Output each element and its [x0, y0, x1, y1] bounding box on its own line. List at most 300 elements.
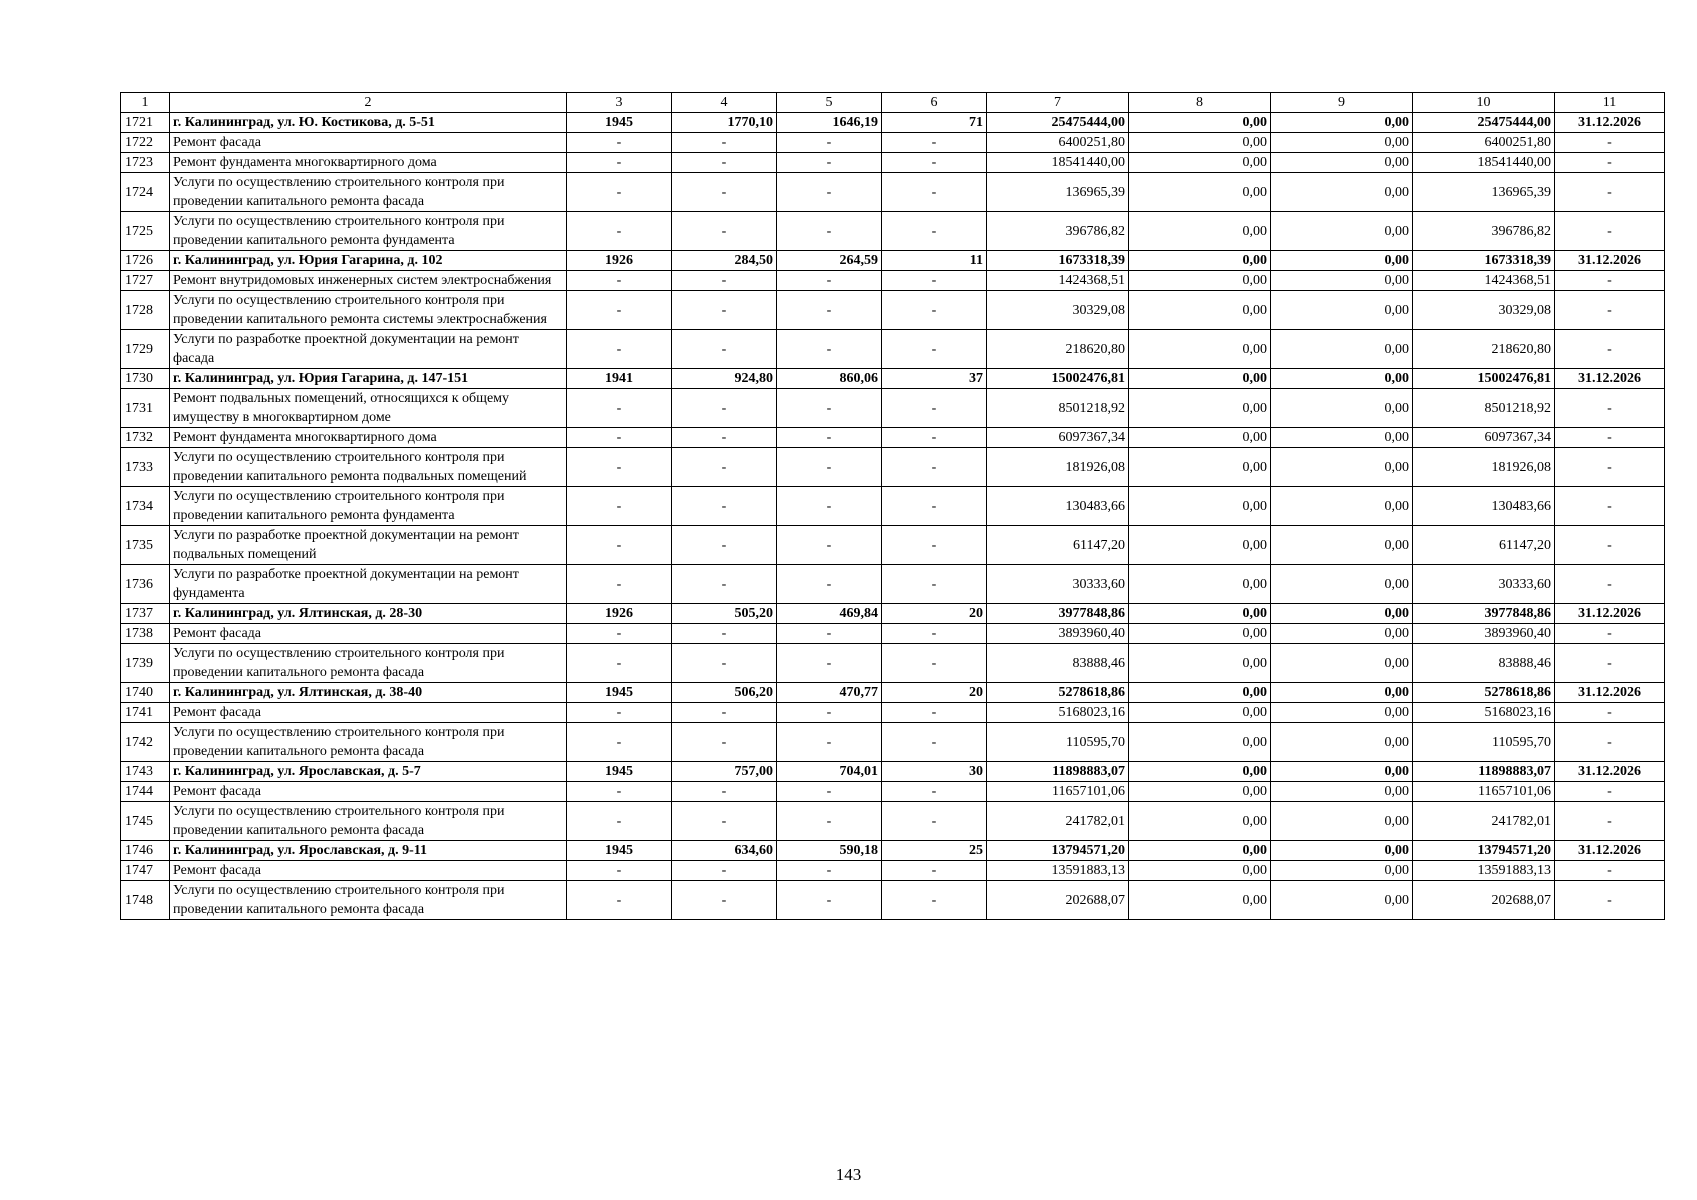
fund-cost-a-cell: 0,00 — [1129, 330, 1271, 369]
total-cost-cell: 11657101,06 — [987, 782, 1129, 802]
completion-date-cell: - — [1555, 271, 1665, 291]
item-name-cell: Услуги по осуществлению строительного контроля при проведении капитального ремонта системы электроснабжения — [170, 291, 567, 330]
year-built-cell: 1945 — [567, 762, 672, 782]
residents-cell: - — [882, 389, 987, 428]
fund-cost-a-cell: 0,00 — [1129, 802, 1271, 841]
fund-cost-a-cell: 0,00 — [1129, 644, 1271, 683]
fund-cost-a-cell: 0,00 — [1129, 153, 1271, 173]
fund-cost-b-cell: 0,00 — [1271, 291, 1413, 330]
year-built-cell: - — [567, 802, 672, 841]
fund-cost-a-cell: 0,00 — [1129, 604, 1271, 624]
residents-cell: 30 — [882, 762, 987, 782]
living-area-cell: - — [777, 448, 882, 487]
row-number-cell: 1722 — [121, 133, 170, 153]
total-cost-cell: 25475444,00 — [987, 113, 1129, 133]
residents-cell: - — [882, 802, 987, 841]
total-area-cell: 1770,10 — [672, 113, 777, 133]
row-number-cell: 1735 — [121, 526, 170, 565]
residents-cell: - — [882, 881, 987, 920]
work-row — [121, 723, 1665, 762]
owner-fund-cost-cell: 3893960,40 — [1413, 624, 1555, 644]
living-area-cell: 1646,19 — [777, 113, 882, 133]
owner-fund-cost-cell: 83888,46 — [1413, 644, 1555, 683]
address-row — [121, 113, 1665, 133]
total-area-cell: - — [672, 861, 777, 881]
residents-cell: - — [882, 448, 987, 487]
work-row — [121, 428, 1665, 448]
owner-fund-cost-cell: 13591883,13 — [1413, 861, 1555, 881]
item-name-cell: г. Калининград, ул. Ярославская, д. 5-7 — [170, 762, 567, 782]
year-built-cell: - — [567, 428, 672, 448]
item-name-cell: Ремонт фасада — [170, 133, 567, 153]
fund-cost-b-cell: 0,00 — [1271, 173, 1413, 212]
header-cell-2: 2 — [170, 93, 567, 113]
year-built-cell: - — [567, 644, 672, 683]
fund-cost-a-cell: 0,00 — [1129, 565, 1271, 604]
completion-date-cell: - — [1555, 173, 1665, 212]
residents-cell: - — [882, 861, 987, 881]
completion-date-cell: - — [1555, 644, 1665, 683]
total-cost-cell: 1673318,39 — [987, 251, 1129, 271]
row-number-cell: 1727 — [121, 271, 170, 291]
year-built-cell: 1945 — [567, 113, 672, 133]
total-area-cell: 634,60 — [672, 841, 777, 861]
total-cost-cell: 136965,39 — [987, 173, 1129, 212]
completion-date-cell: - — [1555, 487, 1665, 526]
fund-cost-b-cell: 0,00 — [1271, 762, 1413, 782]
owner-fund-cost-cell: 5278618,86 — [1413, 683, 1555, 703]
header-cell-1: 1 — [121, 93, 170, 113]
total-area-cell: - — [672, 644, 777, 683]
owner-fund-cost-cell: 136965,39 — [1413, 173, 1555, 212]
fund-cost-b-cell: 0,00 — [1271, 251, 1413, 271]
total-area-cell: - — [672, 565, 777, 604]
owner-fund-cost-cell: 25475444,00 — [1413, 113, 1555, 133]
fund-cost-b-cell: 0,00 — [1271, 802, 1413, 841]
item-name-cell: Ремонт внутридомовых инженерных систем электроснабжения — [170, 271, 567, 291]
item-name-cell: Услуги по разработке проектной документации на ремонт фундамента — [170, 565, 567, 604]
owner-fund-cost-cell: 130483,66 — [1413, 487, 1555, 526]
header-cell-3: 3 — [567, 93, 672, 113]
fund-cost-a-cell: 0,00 — [1129, 291, 1271, 330]
work-row — [121, 861, 1665, 881]
residents-cell: - — [882, 782, 987, 802]
living-area-cell: - — [777, 389, 882, 428]
fund-cost-a-cell: 0,00 — [1129, 762, 1271, 782]
item-name-cell: Ремонт фасада — [170, 861, 567, 881]
row-number-cell: 1729 — [121, 330, 170, 369]
fund-cost-b-cell: 0,00 — [1271, 369, 1413, 389]
total-area-cell: - — [672, 153, 777, 173]
row-number-cell: 1730 — [121, 369, 170, 389]
item-name-cell: Ремонт фасада — [170, 782, 567, 802]
item-name-cell: Ремонт фасада — [170, 624, 567, 644]
living-area-cell: 470,77 — [777, 683, 882, 703]
item-name-cell: Ремонт фундамента многоквартирного дома — [170, 428, 567, 448]
fund-cost-b-cell: 0,00 — [1271, 723, 1413, 762]
work-row — [121, 802, 1665, 841]
residents-cell: 37 — [882, 369, 987, 389]
row-number-cell: 1737 — [121, 604, 170, 624]
fund-cost-b-cell: 0,00 — [1271, 389, 1413, 428]
year-built-cell: - — [567, 723, 672, 762]
address-row — [121, 683, 1665, 703]
residents-cell: - — [882, 173, 987, 212]
year-built-cell: - — [567, 703, 672, 723]
completion-date-cell: - — [1555, 330, 1665, 369]
row-number-cell: 1724 — [121, 173, 170, 212]
total-cost-cell: 5168023,16 — [987, 703, 1129, 723]
living-area-cell: - — [777, 703, 882, 723]
residents-cell: 11 — [882, 251, 987, 271]
owner-fund-cost-cell: 6097367,34 — [1413, 428, 1555, 448]
item-name-cell: Ремонт фундамента многоквартирного дома — [170, 153, 567, 173]
table-body — [121, 113, 1665, 920]
living-area-cell: - — [777, 487, 882, 526]
fund-cost-b-cell: 0,00 — [1271, 212, 1413, 251]
year-built-cell: - — [567, 526, 672, 565]
completion-date-cell: 31.12.2026 — [1555, 113, 1665, 133]
work-row — [121, 173, 1665, 212]
completion-date-cell: - — [1555, 212, 1665, 251]
fund-cost-a-cell: 0,00 — [1129, 133, 1271, 153]
total-area-cell: 506,20 — [672, 683, 777, 703]
total-cost-cell: 83888,46 — [987, 644, 1129, 683]
year-built-cell: - — [567, 487, 672, 526]
fund-cost-b-cell: 0,00 — [1271, 487, 1413, 526]
row-number-cell: 1740 — [121, 683, 170, 703]
total-cost-cell: 3893960,40 — [987, 624, 1129, 644]
living-area-cell: 590,18 — [777, 841, 882, 861]
residents-cell: - — [882, 723, 987, 762]
fund-cost-a-cell: 0,00 — [1129, 271, 1271, 291]
completion-date-cell: 31.12.2026 — [1555, 683, 1665, 703]
completion-date-cell: - — [1555, 133, 1665, 153]
row-number-cell: 1731 — [121, 389, 170, 428]
works-table — [120, 92, 1665, 920]
fund-cost-b-cell: 0,00 — [1271, 644, 1413, 683]
row-number-cell: 1726 — [121, 251, 170, 271]
completion-date-cell: - — [1555, 802, 1665, 841]
year-built-cell: - — [567, 291, 672, 330]
owner-fund-cost-cell: 8501218,92 — [1413, 389, 1555, 428]
total-cost-cell: 6400251,80 — [987, 133, 1129, 153]
fund-cost-a-cell: 0,00 — [1129, 428, 1271, 448]
fund-cost-b-cell: 0,00 — [1271, 604, 1413, 624]
row-number-cell: 1741 — [121, 703, 170, 723]
owner-fund-cost-cell: 11657101,06 — [1413, 782, 1555, 802]
fund-cost-b-cell: 0,00 — [1271, 782, 1413, 802]
completion-date-cell: - — [1555, 624, 1665, 644]
total-cost-cell: 3977848,86 — [987, 604, 1129, 624]
row-number-cell: 1748 — [121, 881, 170, 920]
living-area-cell: - — [777, 330, 882, 369]
fund-cost-b-cell: 0,00 — [1271, 881, 1413, 920]
owner-fund-cost-cell: 1673318,39 — [1413, 251, 1555, 271]
total-area-cell: - — [672, 271, 777, 291]
residents-cell: - — [882, 330, 987, 369]
fund-cost-b-cell: 0,00 — [1271, 113, 1413, 133]
total-area-cell: - — [672, 173, 777, 212]
total-cost-cell: 30329,08 — [987, 291, 1129, 330]
total-area-cell: - — [672, 723, 777, 762]
year-built-cell: - — [567, 881, 672, 920]
year-built-cell: 1945 — [567, 683, 672, 703]
row-number-cell: 1742 — [121, 723, 170, 762]
fund-cost-b-cell: 0,00 — [1271, 153, 1413, 173]
fund-cost-a-cell: 0,00 — [1129, 526, 1271, 565]
owner-fund-cost-cell: 218620,80 — [1413, 330, 1555, 369]
total-area-cell: - — [672, 782, 777, 802]
fund-cost-a-cell: 0,00 — [1129, 624, 1271, 644]
row-number-cell: 1747 — [121, 861, 170, 881]
fund-cost-a-cell: 0,00 — [1129, 841, 1271, 861]
fund-cost-a-cell: 0,00 — [1129, 487, 1271, 526]
total-area-cell: - — [672, 624, 777, 644]
owner-fund-cost-cell: 1424368,51 — [1413, 271, 1555, 291]
total-cost-cell: 1424368,51 — [987, 271, 1129, 291]
living-area-cell: - — [777, 723, 882, 762]
living-area-cell: - — [777, 782, 882, 802]
row-number-cell: 1725 — [121, 212, 170, 251]
fund-cost-a-cell: 0,00 — [1129, 173, 1271, 212]
living-area-cell: 704,01 — [777, 762, 882, 782]
living-area-cell: - — [777, 212, 882, 251]
work-row — [121, 624, 1665, 644]
item-name-cell: Услуги по осуществлению строительного контроля при проведении капитального ремонта фасада — [170, 644, 567, 683]
total-area-cell: 757,00 — [672, 762, 777, 782]
item-name-cell: г. Калининград, ул. Юрия Гагарина, д. 102 — [170, 251, 567, 271]
completion-date-cell: - — [1555, 448, 1665, 487]
header-cell-10: 10 — [1413, 93, 1555, 113]
fund-cost-b-cell: 0,00 — [1271, 565, 1413, 604]
residents-cell: - — [882, 624, 987, 644]
header-cell-7: 7 — [987, 93, 1129, 113]
total-area-cell: - — [672, 389, 777, 428]
item-name-cell: Услуги по осуществлению строительного контроля при проведении капитального ремонта фундамента — [170, 212, 567, 251]
row-number-cell: 1732 — [121, 428, 170, 448]
total-area-cell: 505,20 — [672, 604, 777, 624]
address-row — [121, 251, 1665, 271]
living-area-cell: - — [777, 565, 882, 604]
row-number-cell: 1746 — [121, 841, 170, 861]
fund-cost-a-cell: 0,00 — [1129, 389, 1271, 428]
item-name-cell: Ремонт фасада — [170, 703, 567, 723]
completion-date-cell: 31.12.2026 — [1555, 369, 1665, 389]
year-built-cell: - — [567, 448, 672, 487]
fund-cost-a-cell: 0,00 — [1129, 723, 1271, 762]
year-built-cell: - — [567, 173, 672, 212]
row-number-cell: 1728 — [121, 291, 170, 330]
item-name-cell: г. Калининград, ул. Ялтинская, д. 38-40 — [170, 683, 567, 703]
fund-cost-b-cell: 0,00 — [1271, 683, 1413, 703]
completion-date-cell: - — [1555, 782, 1665, 802]
year-built-cell: - — [567, 153, 672, 173]
total-area-cell: - — [672, 703, 777, 723]
total-area-cell: - — [672, 133, 777, 153]
residents-cell: - — [882, 271, 987, 291]
owner-fund-cost-cell: 202688,07 — [1413, 881, 1555, 920]
item-name-cell: Услуги по осуществлению строительного контроля при проведении капитального ремонта фундамента — [170, 487, 567, 526]
living-area-cell: - — [777, 153, 882, 173]
owner-fund-cost-cell: 13794571,20 — [1413, 841, 1555, 861]
owner-fund-cost-cell: 110595,70 — [1413, 723, 1555, 762]
completion-date-cell: - — [1555, 861, 1665, 881]
work-row — [121, 291, 1665, 330]
item-name-cell: Услуги по осуществлению строительного контроля при проведении капитального ремонта фасада — [170, 723, 567, 762]
row-number-cell: 1738 — [121, 624, 170, 644]
total-cost-cell: 241782,01 — [987, 802, 1129, 841]
item-name-cell: г. Калининград, ул. Ю. Костикова, д. 5-51 — [170, 113, 567, 133]
row-number-cell: 1734 — [121, 487, 170, 526]
living-area-cell: 469,84 — [777, 604, 882, 624]
residents-cell: 20 — [882, 683, 987, 703]
owner-fund-cost-cell: 15002476,81 — [1413, 369, 1555, 389]
residents-cell: - — [882, 212, 987, 251]
total-cost-cell: 110595,70 — [987, 723, 1129, 762]
year-built-cell: 1945 — [567, 841, 672, 861]
owner-fund-cost-cell: 5168023,16 — [1413, 703, 1555, 723]
fund-cost-b-cell: 0,00 — [1271, 330, 1413, 369]
address-row — [121, 841, 1665, 861]
row-number-cell: 1745 — [121, 802, 170, 841]
living-area-cell: - — [777, 861, 882, 881]
item-name-cell: Услуги по разработке проектной документации на ремонт фасада — [170, 330, 567, 369]
item-name-cell: Услуги по разработке проектной документации на ремонт подвальных помещений — [170, 526, 567, 565]
total-cost-cell: 13591883,13 — [987, 861, 1129, 881]
residents-cell: - — [882, 526, 987, 565]
total-area-cell: - — [672, 802, 777, 841]
living-area-cell: - — [777, 644, 882, 683]
total-area-cell: - — [672, 881, 777, 920]
residents-cell: - — [882, 133, 987, 153]
fund-cost-a-cell: 0,00 — [1129, 113, 1271, 133]
year-built-cell: - — [567, 330, 672, 369]
fund-cost-b-cell: 0,00 — [1271, 526, 1413, 565]
completion-date-cell: 31.12.2026 — [1555, 841, 1665, 861]
residents-cell: - — [882, 565, 987, 604]
owner-fund-cost-cell: 30333,60 — [1413, 565, 1555, 604]
work-row — [121, 153, 1665, 173]
header-cell-9: 9 — [1271, 93, 1413, 113]
total-cost-cell: 18541440,00 — [987, 153, 1129, 173]
total-cost-cell: 11898883,07 — [987, 762, 1129, 782]
year-built-cell: - — [567, 389, 672, 428]
header-cell-6: 6 — [882, 93, 987, 113]
living-area-cell: - — [777, 133, 882, 153]
year-built-cell: - — [567, 861, 672, 881]
fund-cost-a-cell: 0,00 — [1129, 369, 1271, 389]
owner-fund-cost-cell: 396786,82 — [1413, 212, 1555, 251]
completion-date-cell: - — [1555, 881, 1665, 920]
item-name-cell: Услуги по осуществлению строительного контроля при проведении капитального ремонта фасада — [170, 173, 567, 212]
completion-date-cell: - — [1555, 565, 1665, 604]
living-area-cell: - — [777, 526, 882, 565]
owner-fund-cost-cell: 6400251,80 — [1413, 133, 1555, 153]
year-built-cell: - — [567, 565, 672, 604]
year-built-cell: - — [567, 624, 672, 644]
page-number: 143 — [835, 1165, 862, 1184]
total-cost-cell: 13794571,20 — [987, 841, 1129, 861]
completion-date-cell: - — [1555, 526, 1665, 565]
fund-cost-a-cell: 0,00 — [1129, 782, 1271, 802]
residents-cell: 25 — [882, 841, 987, 861]
total-cost-cell: 6097367,34 — [987, 428, 1129, 448]
fund-cost-a-cell: 0,00 — [1129, 861, 1271, 881]
item-name-cell: г. Калининград, ул. Ялтинская, д. 28-30 — [170, 604, 567, 624]
total-area-cell: - — [672, 212, 777, 251]
fund-cost-b-cell: 0,00 — [1271, 271, 1413, 291]
total-area-cell: 924,80 — [672, 369, 777, 389]
work-row — [121, 565, 1665, 604]
header-row — [121, 93, 1665, 113]
header-cell-5: 5 — [777, 93, 882, 113]
header-cell-4: 4 — [672, 93, 777, 113]
total-cost-cell: 181926,08 — [987, 448, 1129, 487]
owner-fund-cost-cell: 181926,08 — [1413, 448, 1555, 487]
fund-cost-b-cell: 0,00 — [1271, 841, 1413, 861]
total-cost-cell: 15002476,81 — [987, 369, 1129, 389]
column-number-header — [121, 93, 1665, 113]
residents-cell: - — [882, 644, 987, 683]
total-cost-cell: 218620,80 — [987, 330, 1129, 369]
living-area-cell: - — [777, 624, 882, 644]
total-area-cell: - — [672, 291, 777, 330]
year-built-cell: - — [567, 133, 672, 153]
year-built-cell: - — [567, 212, 672, 251]
completion-date-cell: - — [1555, 153, 1665, 173]
living-area-cell: - — [777, 428, 882, 448]
address-row — [121, 604, 1665, 624]
living-area-cell: - — [777, 291, 882, 330]
completion-date-cell: - — [1555, 703, 1665, 723]
year-built-cell: 1926 — [567, 251, 672, 271]
work-row — [121, 271, 1665, 291]
fund-cost-a-cell: 0,00 — [1129, 448, 1271, 487]
fund-cost-a-cell: 0,00 — [1129, 212, 1271, 251]
completion-date-cell: 31.12.2026 — [1555, 762, 1665, 782]
completion-date-cell: 31.12.2026 — [1555, 604, 1665, 624]
year-built-cell: 1941 — [567, 369, 672, 389]
header-cell-8: 8 — [1129, 93, 1271, 113]
completion-date-cell: 31.12.2026 — [1555, 251, 1665, 271]
work-row — [121, 212, 1665, 251]
living-area-cell: - — [777, 173, 882, 212]
work-row — [121, 487, 1665, 526]
total-area-cell: - — [672, 330, 777, 369]
row-number-cell: 1743 — [121, 762, 170, 782]
row-number-cell: 1723 — [121, 153, 170, 173]
work-row — [121, 703, 1665, 723]
living-area-cell: 860,06 — [777, 369, 882, 389]
total-cost-cell: 30333,60 — [987, 565, 1129, 604]
item-name-cell: Услуги по осуществлению строительного контроля при проведении капитального ремонта подвальных помещений — [170, 448, 567, 487]
living-area-cell: - — [777, 881, 882, 920]
fund-cost-a-cell: 0,00 — [1129, 683, 1271, 703]
address-row — [121, 762, 1665, 782]
living-area-cell: - — [777, 802, 882, 841]
total-cost-cell: 202688,07 — [987, 881, 1129, 920]
year-built-cell: - — [567, 782, 672, 802]
residents-cell: 71 — [882, 113, 987, 133]
fund-cost-b-cell: 0,00 — [1271, 133, 1413, 153]
total-area-cell: - — [672, 428, 777, 448]
row-number-cell: 1721 — [121, 113, 170, 133]
total-area-cell: 284,50 — [672, 251, 777, 271]
owner-fund-cost-cell: 18541440,00 — [1413, 153, 1555, 173]
fund-cost-b-cell: 0,00 — [1271, 448, 1413, 487]
total-area-cell: - — [672, 487, 777, 526]
